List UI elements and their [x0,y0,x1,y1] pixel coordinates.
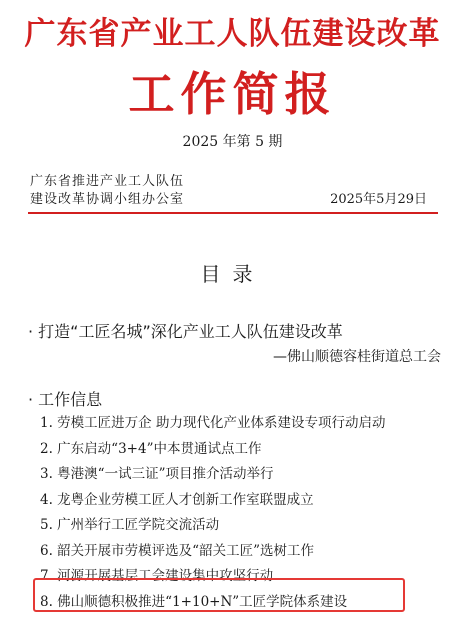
toc-item-7[interactable]: 7. 河源开展基层工会建设集中攻坚行动 [40,568,274,584]
issue-number: 2025 年第 5 期 [182,134,283,150]
toc-item-5[interactable]: 5. 广州举行工匠学院交流活动 [40,517,220,533]
publish-date: 2025年5月29日 [330,192,427,207]
red-divider [28,212,438,214]
masthead-title-line2: 工作简报 [128,67,337,121]
highlight-box [33,578,405,612]
toc-item-4[interactable]: 4. 龙粤企业劳模工匠人才创新工作室联盟成立 [40,491,314,508]
feature-article-byline: —佛山顺德容桂街道总工会 [273,349,441,365]
toc-item-3[interactable]: 3. 粤港澳“一试三证”项目推介活动举行 [40,466,274,482]
feature-article-title[interactable]: · 打造“工匠名城”深化产业工人队伍建设改革 [28,322,343,341]
toc-item-2[interactable]: 2. 广东启动“3+4”中本贯通试点工作 [40,440,262,457]
toc-title: 目录 [200,262,265,286]
issuer-line1: 广东省推进产业工人队伍 [30,174,185,189]
toc-item-6[interactable]: 6. 韶关开展市劳模评选及“韶关工匠”选树工作 [40,542,314,559]
masthead-title-line1: 广东省产业工人队伍建设改革 [24,16,441,52]
toc-item-1[interactable]: 1. 劳模工匠进万企 助力现代化产业体系建设专项行动启动 [40,415,386,431]
toc-item-8[interactable]: 8. 佛山顺德积极推进“1+10+N”工匠学院体系建设 [40,593,348,610]
issuer-line2: 建设改革协调小组办公室 [30,192,185,207]
section-heading-work-info: · 工作信息 [28,390,103,409]
